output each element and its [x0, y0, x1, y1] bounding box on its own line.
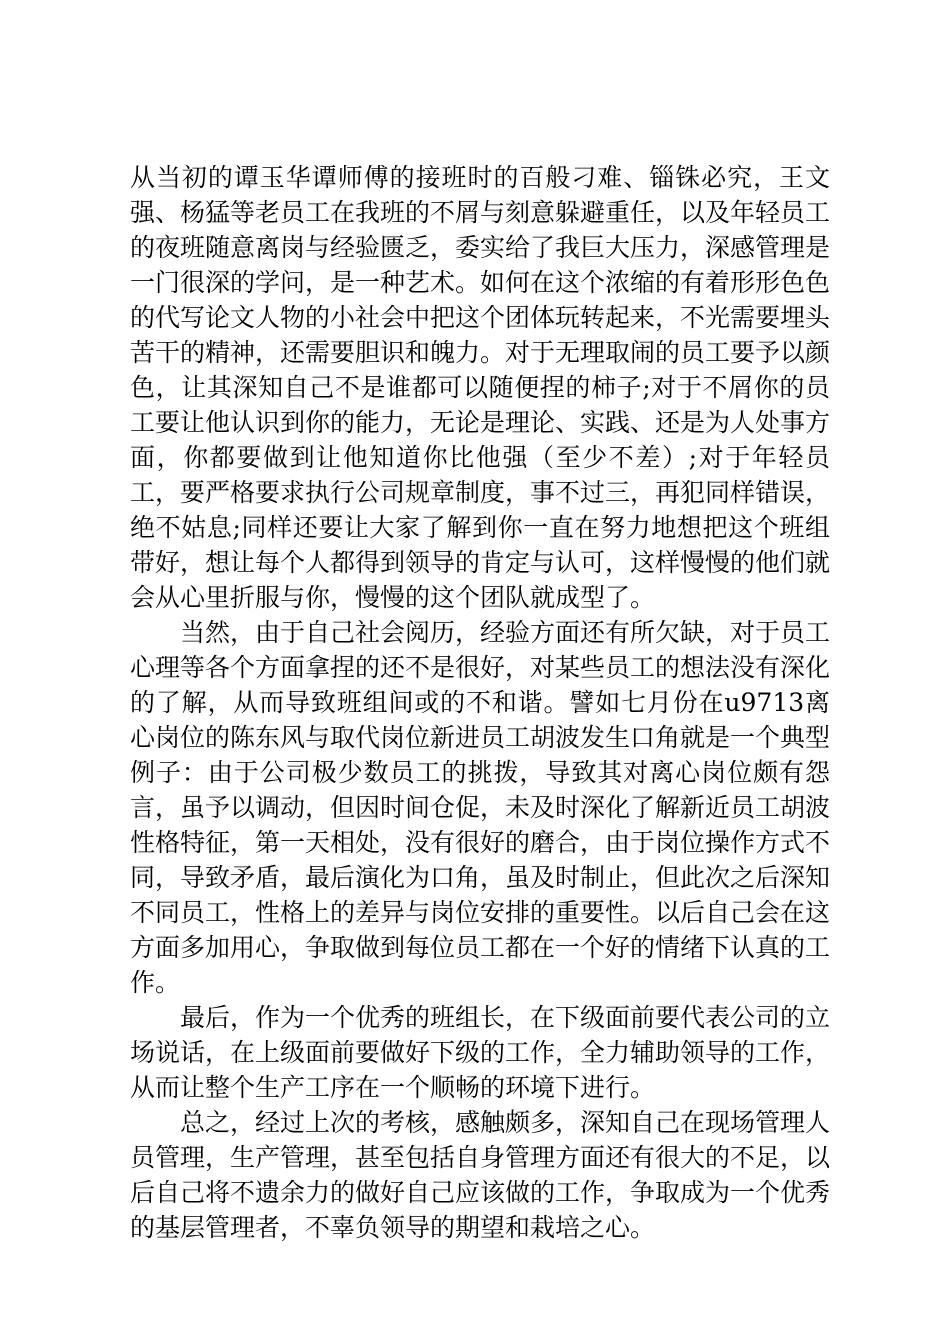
paragraph-4: 总之，经过上次的考核，感触颇多，深知自己在现场管理人员管理，生产管理，甚至包括自身管理方面还有很大的不足，以后自己将不遗余力的做好自己应该做的工作，争取成为一个优秀的基层管理者，不辜负领导的期望和栽培之心。	[130, 1108, 831, 1242]
document-body	[130, 160, 830, 1245]
paragraph-1: 从当初的谭玉华谭师傅的接班时的百般刁难、锱铢必究，王文强、杨猛等老员工在我班的不屑与刻意躲避重任，以及年轻员工的夜班随意离岗与经验匮乏，委实给了我巨大压力，深感管理是一门很深的学问，是一种艺术。如何在这个浓缩的有着形形色色的代写论文人物的小社会中把这个团体玩转起来，不光需要埋头苦干的精神，还需要胆识和魄力。对于无理取闹的员工要予以颜色，让其深知自己不是谁都可以随便捏的柿子;对于不屑你的员工要让他认识到你的能力，无论是理论、实践、还是为人处事方面，你都要做到让他知道你比他强（至少不差）;对于年轻员工，要严格要求执行公司规章制度，事不过三，再犯同样错误，绝不姑息;同样还要让大家了解到你一直在努力地想把这个班组带好，想让每个人都得到领导的肯定与认可，这样慢慢的他们就会从心里折服与你，慢慢的这个团队就成型了。	[130, 163, 831, 612]
paragraph-2: 当然，由于自己社会阅历，经验方面还有所欠缺，对于员工心理等各个方面拿捏的还不是很好，对某些员工的想法没有深化的了解，从而导致班组间或的不和谐。譬如七月份在u9713离心岗位的陈东风与取代岗位新进员工胡波发生口角就是一个典型例子：由于公司极少数员工的挑拨，导致其对离心岗位颇有怨言，虽予以调动，但因时间仓促，未及时深化了解新近员工胡波性格特征，第一天相处，没有很好的磨合，由于岗位操作方式不同，导致矛盾，最后演化为口角，虽及时制止，但此次之后深知不同员工，性格上的差异与岗位安排的重要性。以后自己会在这方面多加用心，争取做到每位员工都在一个好的情绪下认真的工作。	[130, 618, 831, 997]
paragraph-3: 最后，作为一个优秀的班组长，在下级面前要代表公司的立场说话，在上级面前要做好下级的工作，全力辅助领导的工作，从而让整个生产工序在一个顺畅的环境下进行。	[130, 1003, 831, 1102]
